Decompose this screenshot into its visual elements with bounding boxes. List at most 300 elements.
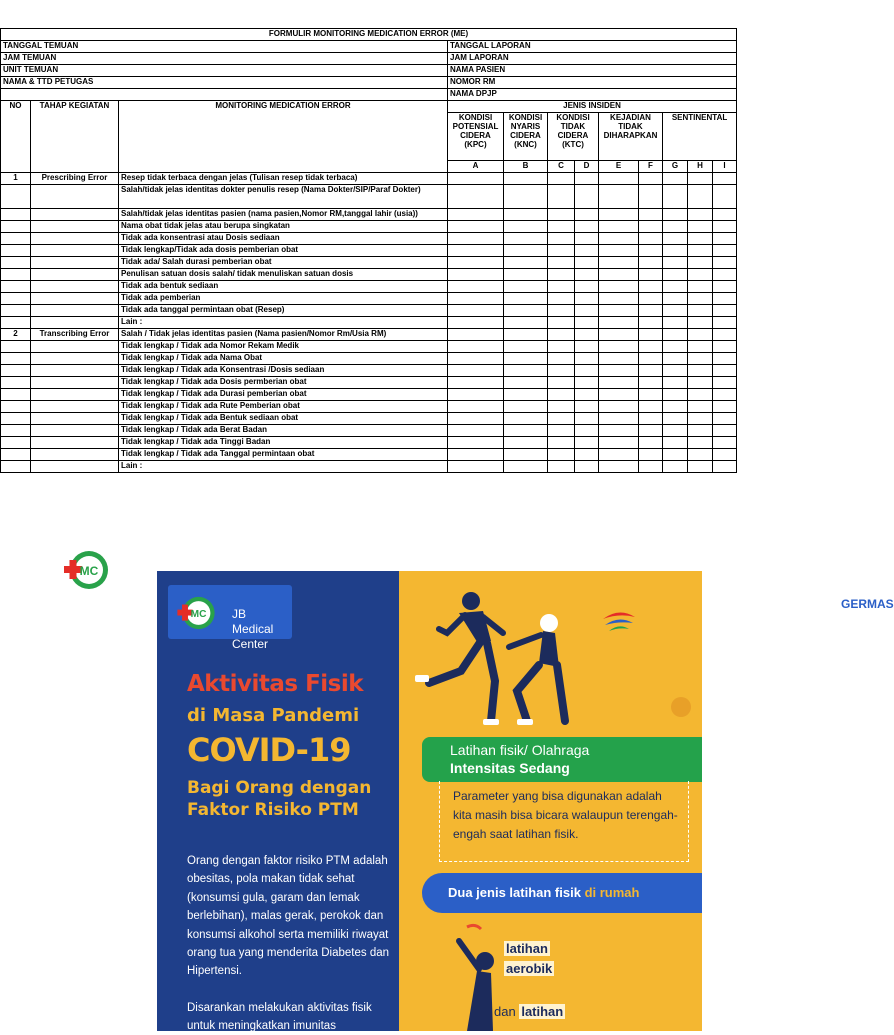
checkbox-cell xyxy=(639,293,663,305)
monitoring-item: Tidak ada/ Salah durasi pemberian obat xyxy=(119,257,448,269)
empty-cell xyxy=(1,233,31,245)
table-row xyxy=(1,449,737,461)
monitoring-item: Lain : xyxy=(119,461,448,473)
table-row xyxy=(1,245,737,257)
germas-label: GERMAS xyxy=(841,597,894,611)
checkbox-cell xyxy=(448,353,504,365)
checkbox-cell xyxy=(713,257,737,269)
aerobic-line-2: aerobik xyxy=(506,961,553,976)
checkbox-cell xyxy=(504,389,548,401)
checkbox-cell xyxy=(688,413,713,425)
left-field-label: TANGGAL TEMUAN xyxy=(1,41,448,53)
checkbox-cell xyxy=(599,305,639,317)
empty-cell xyxy=(1,293,31,305)
header-kpc: KONDISI POTENSIAL CIDERA (KPC) xyxy=(448,113,504,161)
checkbox-cell xyxy=(504,353,548,365)
left-field-label: JAM TEMUAN xyxy=(1,53,448,65)
checkbox-cell xyxy=(688,461,713,473)
checkbox-cell xyxy=(639,209,663,221)
checkbox-cell xyxy=(663,305,688,317)
table-row xyxy=(1,257,737,269)
checkbox-cell xyxy=(448,173,504,185)
checkbox-cell xyxy=(548,281,575,293)
checkbox-cell xyxy=(504,233,548,245)
checkbox-cell xyxy=(713,449,737,461)
right-field-label: NAMA PASIEN xyxy=(448,65,737,77)
checkbox-cell xyxy=(504,293,548,305)
checkbox-cell xyxy=(599,389,639,401)
checkbox-cell xyxy=(639,221,663,233)
checkbox-cell xyxy=(448,329,504,341)
table-row xyxy=(1,305,737,317)
checkbox-cell xyxy=(688,305,713,317)
checkbox-cell xyxy=(504,173,548,185)
checkbox-cell xyxy=(575,281,599,293)
table-row xyxy=(1,413,737,425)
checkbox-cell xyxy=(548,461,575,473)
monitoring-item: Salah/tidak jelas identitas pasien (nama pasien,Nomor RM,tanggal lahir (usia)) xyxy=(119,209,448,221)
poster-title-3: COVID-19 xyxy=(187,731,351,769)
checkbox-cell xyxy=(599,461,639,473)
poster-title-2: di Masa Pandemi xyxy=(187,705,360,726)
checkbox-cell xyxy=(448,461,504,473)
checkbox-cell xyxy=(599,401,639,413)
checkbox-cell xyxy=(688,353,713,365)
checkbox-cell xyxy=(548,449,575,461)
empty-cell xyxy=(1,185,31,209)
checkbox-cell xyxy=(663,413,688,425)
checkbox-cell xyxy=(663,317,688,329)
table-row xyxy=(1,233,737,245)
empty-cell xyxy=(31,377,119,389)
checkbox-cell xyxy=(639,425,663,437)
section-number: 2 xyxy=(1,329,31,341)
empty-cell xyxy=(31,221,119,233)
checkbox-cell xyxy=(575,377,599,389)
checkbox-cell xyxy=(575,317,599,329)
checkbox-cell xyxy=(713,245,737,257)
checkbox-cell xyxy=(688,425,713,437)
column-letter: A xyxy=(448,161,504,173)
right-field-label: TANGGAL LAPORAN xyxy=(448,41,737,53)
poster-body-text-2: Disarankan melakukan aktivitas fisik untuk meningkatkan imunitas xyxy=(187,1002,372,1032)
checkbox-cell xyxy=(713,341,737,353)
poster-title-4: Bagi Orang dengan Faktor Risiko PTM xyxy=(187,778,372,820)
checkbox-cell xyxy=(688,365,713,377)
checkbox-cell xyxy=(448,449,504,461)
checkbox-cell xyxy=(548,257,575,269)
empty-cell xyxy=(1,461,31,473)
checkbox-cell xyxy=(575,185,599,209)
checkbox-cell xyxy=(713,269,737,281)
checkbox-cell xyxy=(548,353,575,365)
checkbox-cell xyxy=(713,293,737,305)
header-sentinel: SENTINENTAL xyxy=(663,113,737,161)
checkbox-cell xyxy=(688,245,713,257)
checkbox-cell xyxy=(688,317,713,329)
column-letter: D xyxy=(575,161,599,173)
checkbox-cell xyxy=(448,437,504,449)
checkbox-cell xyxy=(688,281,713,293)
checkbox-cell xyxy=(548,185,575,209)
checkbox-cell xyxy=(448,269,504,281)
poster-title-1: Aktivitas Fisik xyxy=(187,671,364,697)
table-row xyxy=(1,29,737,41)
empty-cell xyxy=(1,413,31,425)
aerobic-label xyxy=(504,939,554,979)
checkbox-cell xyxy=(575,269,599,281)
checkbox-cell xyxy=(663,377,688,389)
checkbox-cell xyxy=(599,413,639,425)
column-letter: C xyxy=(548,161,575,173)
checkbox-cell xyxy=(713,221,737,233)
checkbox-cell xyxy=(599,353,639,365)
monitoring-item: Lain : xyxy=(119,317,448,329)
checkbox-cell xyxy=(504,461,548,473)
checkbox-cell xyxy=(713,281,737,293)
checkbox-cell xyxy=(575,365,599,377)
monitoring-item: Tidak lengkap / Tidak ada Bentuk sediaan obat xyxy=(119,413,448,425)
left-field-label: NAMA & TTD PETUGAS xyxy=(1,77,448,89)
checkbox-cell xyxy=(688,293,713,305)
checkbox-cell xyxy=(688,401,713,413)
checkbox-cell xyxy=(548,341,575,353)
checkbox-cell xyxy=(575,245,599,257)
monitoring-item: Tidak ada bentuk sediaan xyxy=(119,281,448,293)
jb-medical-logo-icon xyxy=(174,591,218,635)
monitoring-item: Tidak lengkap / Tidak ada Tinggi Badan xyxy=(119,437,448,449)
monitoring-item: Tidak lengkap / Tidak ada Durasi pemberian obat xyxy=(119,389,448,401)
monitoring-item: Tidak lengkap / Tidak ada Tanggal permintaan obat xyxy=(119,449,448,461)
checkbox-cell xyxy=(663,245,688,257)
checkbox-cell xyxy=(504,365,548,377)
empty-cell xyxy=(31,317,119,329)
strength-label: latihan xyxy=(521,1004,564,1019)
checkbox-cell xyxy=(663,329,688,341)
checkbox-cell xyxy=(575,353,599,365)
empty-cell xyxy=(31,341,119,353)
checkbox-cell xyxy=(663,341,688,353)
table-row xyxy=(1,401,737,413)
checkbox-cell xyxy=(504,257,548,269)
table-row xyxy=(1,269,737,281)
checkbox-cell xyxy=(599,329,639,341)
checkbox-cell xyxy=(548,389,575,401)
table-row xyxy=(1,353,737,365)
checkbox-cell xyxy=(663,425,688,437)
monitoring-item: Tidak lengkap / Tidak ada Rute Pemberian obat xyxy=(119,401,448,413)
checkbox-cell xyxy=(448,293,504,305)
monitoring-item: Tidak lengkap / Tidak ada Konsentrasi /Dosis sediaan xyxy=(119,365,448,377)
checkbox-cell xyxy=(663,233,688,245)
table-row xyxy=(1,437,737,449)
monitoring-item: Penulisan satuan dosis salah/ tidak menuliskan satuan dosis xyxy=(119,269,448,281)
aerobic-line-1: latihan xyxy=(506,941,548,956)
table-row xyxy=(1,77,737,89)
monitoring-item: Tidak lengkap / Tidak ada Berat Badan xyxy=(119,425,448,437)
checkbox-cell xyxy=(599,317,639,329)
logo-text: MC xyxy=(190,609,207,621)
checkbox-cell xyxy=(599,281,639,293)
checkbox-cell xyxy=(504,401,548,413)
checkbox-cell xyxy=(599,269,639,281)
monitoring-item: Resep tidak terbaca dengan jelas (Tulisan resep tidak terbaca) xyxy=(119,173,448,185)
checkbox-cell xyxy=(548,293,575,305)
checkbox-cell xyxy=(448,233,504,245)
table-row xyxy=(1,341,737,353)
checkbox-cell xyxy=(599,233,639,245)
checkbox-cell xyxy=(599,293,639,305)
checkbox-cell xyxy=(448,317,504,329)
table-row xyxy=(1,293,737,305)
checkbox-cell xyxy=(713,185,737,209)
header-jenis-insiden: JENIS INSIDEN xyxy=(448,101,737,113)
table-row xyxy=(1,389,737,401)
checkbox-cell xyxy=(448,257,504,269)
empty-cell xyxy=(31,437,119,449)
checkbox-cell xyxy=(575,413,599,425)
checkbox-cell xyxy=(639,305,663,317)
checkbox-cell xyxy=(504,437,548,449)
checkbox-cell xyxy=(448,425,504,437)
checkbox-cell xyxy=(504,185,548,209)
poster-body-text: Orang dengan faktor risiko PTM adalah obesitas, pola makan tidak sehat (konsumsi gula, garam dan lemak berlebihan), malas gerak, perokok dan konsumsi alkohol serta memiliki riwayat orang tua yang menderita Diabetes dan Hipertensi. xyxy=(187,855,390,978)
checkbox-cell xyxy=(504,377,548,389)
checkbox-cell xyxy=(548,173,575,185)
checkbox-cell xyxy=(575,305,599,317)
checkbox-cell xyxy=(663,353,688,365)
green-line-1: Latihan fisik/ Olahraga xyxy=(450,742,590,758)
checkbox-cell xyxy=(688,449,713,461)
checkbox-cell xyxy=(639,269,663,281)
checkbox-cell xyxy=(688,341,713,353)
checkbox-cell xyxy=(599,449,639,461)
empty-cell xyxy=(31,245,119,257)
monitoring-item: Tidak lengkap/Tidak ada dosis pemberian obat xyxy=(119,245,448,257)
section-number: 1 xyxy=(1,173,31,185)
checkbox-cell xyxy=(663,209,688,221)
checkbox-cell xyxy=(688,185,713,209)
and-word: dan xyxy=(494,1004,516,1019)
checkbox-cell xyxy=(713,461,737,473)
checkbox-cell xyxy=(639,365,663,377)
checkbox-cell xyxy=(599,377,639,389)
table-row xyxy=(1,89,737,101)
checkbox-cell xyxy=(548,221,575,233)
table-row xyxy=(1,377,737,389)
checkbox-cell xyxy=(504,245,548,257)
checkbox-cell xyxy=(639,461,663,473)
empty-cell xyxy=(1,365,31,377)
checkbox-cell xyxy=(688,389,713,401)
column-letter: G xyxy=(663,161,688,173)
checkbox-cell xyxy=(548,317,575,329)
checkbox-cell xyxy=(713,365,737,377)
table-row xyxy=(1,101,737,113)
checkbox-cell xyxy=(663,257,688,269)
checkbox-cell xyxy=(448,209,504,221)
checkbox-cell xyxy=(448,413,504,425)
empty-cell xyxy=(31,353,119,365)
empty-cell xyxy=(1,257,31,269)
checkbox-cell xyxy=(575,293,599,305)
monitoring-item: Nama obat tidak jelas atau berupa singkatan xyxy=(119,221,448,233)
empty-cell xyxy=(1,401,31,413)
column-letter: F xyxy=(639,161,663,173)
checkbox-cell xyxy=(575,437,599,449)
checkbox-cell xyxy=(639,341,663,353)
checkbox-cell xyxy=(639,413,663,425)
checkbox-cell xyxy=(599,185,639,209)
checkbox-cell xyxy=(575,209,599,221)
table-row xyxy=(1,317,737,329)
checkbox-cell xyxy=(504,317,548,329)
table-row xyxy=(1,461,737,473)
blue-banner-text xyxy=(448,885,639,900)
parameter-text: Parameter yang bisa digunakan adalah kita masih bisa bicara walaupun terengah-engah saat latihan fisik. xyxy=(453,789,678,841)
checkbox-cell xyxy=(548,377,575,389)
empty-cell xyxy=(31,413,119,425)
column-letter: B xyxy=(504,161,548,173)
logo-text: MC xyxy=(79,564,99,578)
checkbox-cell xyxy=(504,269,548,281)
monitoring-item: Tidak ada tanggal permintaan obat (Resep) xyxy=(119,305,448,317)
checkbox-cell xyxy=(688,437,713,449)
checkbox-cell xyxy=(688,233,713,245)
checkbox-cell xyxy=(688,209,713,221)
right-field-label: NOMOR RM xyxy=(448,77,737,89)
monitoring-item: Tidak lengkap / Tidak ada Nama Obat xyxy=(119,353,448,365)
checkbox-cell xyxy=(448,401,504,413)
left-field-empty xyxy=(1,89,448,101)
section-stage: Prescribing Error xyxy=(31,173,119,185)
checkbox-cell xyxy=(639,281,663,293)
empty-cell xyxy=(31,281,119,293)
checkbox-cell xyxy=(575,257,599,269)
checkbox-cell xyxy=(713,353,737,365)
checkbox-cell xyxy=(639,173,663,185)
checkbox-cell xyxy=(504,425,548,437)
checkbox-cell xyxy=(663,461,688,473)
checkbox-cell xyxy=(504,209,548,221)
checkbox-cell xyxy=(548,305,575,317)
monitoring-item: Salah/tidak jelas identitas dokter penulis resep (Nama Dokter/SIP/Paraf Dokter) xyxy=(119,185,448,209)
table-row xyxy=(1,221,737,233)
checkbox-cell xyxy=(548,245,575,257)
checkbox-cell xyxy=(663,221,688,233)
checkbox-cell xyxy=(639,317,663,329)
empty-cell xyxy=(1,377,31,389)
clinic-name: JB Medical Center xyxy=(232,607,274,651)
checkbox-cell xyxy=(448,305,504,317)
checkbox-cell xyxy=(548,413,575,425)
table-row xyxy=(1,65,737,77)
empty-cell xyxy=(31,449,119,461)
checkbox-cell xyxy=(448,221,504,233)
empty-cell xyxy=(1,353,31,365)
empty-cell xyxy=(1,245,31,257)
column-letter: I xyxy=(713,161,737,173)
checkbox-cell xyxy=(575,425,599,437)
checkbox-cell xyxy=(504,341,548,353)
checkbox-cell xyxy=(663,281,688,293)
monitoring-item: Tidak ada pemberian xyxy=(119,293,448,305)
checkbox-cell xyxy=(713,329,737,341)
checkbox-cell xyxy=(599,257,639,269)
checkbox-cell xyxy=(548,365,575,377)
checkbox-cell xyxy=(663,449,688,461)
empty-cell xyxy=(31,257,119,269)
checkbox-cell xyxy=(548,401,575,413)
covid-activity-poster xyxy=(157,571,894,1032)
checkbox-cell xyxy=(448,365,504,377)
medication-error-form xyxy=(0,28,737,473)
empty-cell xyxy=(1,425,31,437)
checkbox-cell xyxy=(639,389,663,401)
checkbox-cell xyxy=(599,425,639,437)
checkbox-cell xyxy=(713,413,737,425)
checkbox-cell xyxy=(713,233,737,245)
poster-left-panel xyxy=(157,571,399,1031)
table-row xyxy=(1,173,737,185)
checkbox-cell xyxy=(504,413,548,425)
checkbox-cell xyxy=(504,305,548,317)
checkbox-cell xyxy=(504,449,548,461)
checkbox-cell xyxy=(448,389,504,401)
header-knc: KONDISI NYARIS CIDERA (KNC) xyxy=(504,113,548,161)
header-ktc: KONDISI TIDAK CIDERA (KTC) xyxy=(548,113,599,161)
column-letter: H xyxy=(688,161,713,173)
checkbox-cell xyxy=(504,221,548,233)
empty-cell xyxy=(31,365,119,377)
checkbox-cell xyxy=(548,269,575,281)
green-banner-text xyxy=(450,741,589,777)
checkbox-cell xyxy=(599,437,639,449)
right-field-label: NAMA DPJP xyxy=(448,89,737,101)
checkbox-cell xyxy=(663,173,688,185)
header-ktd: KEJADIAN TIDAK DIHARAPKAN xyxy=(599,113,663,161)
checkbox-cell xyxy=(663,437,688,449)
checkbox-cell xyxy=(504,281,548,293)
empty-cell xyxy=(31,401,119,413)
checkbox-cell xyxy=(688,377,713,389)
empty-cell xyxy=(1,341,31,353)
checkbox-cell xyxy=(548,329,575,341)
checkbox-cell xyxy=(663,389,688,401)
empty-cell xyxy=(1,305,31,317)
column-letter: E xyxy=(599,161,639,173)
section-stage: Transcribing Error xyxy=(31,329,119,341)
empty-cell xyxy=(1,449,31,461)
checkbox-cell xyxy=(713,389,737,401)
checkbox-cell xyxy=(688,173,713,185)
checkbox-cell xyxy=(575,233,599,245)
checkbox-cell xyxy=(713,305,737,317)
checkbox-cell xyxy=(713,437,737,449)
checkbox-cell xyxy=(713,401,737,413)
empty-cell xyxy=(1,317,31,329)
jb-medical-logo-icon xyxy=(62,544,110,596)
checkbox-cell xyxy=(688,269,713,281)
checkbox-cell xyxy=(575,341,599,353)
empty-cell xyxy=(31,269,119,281)
empty-cell xyxy=(1,437,31,449)
checkbox-cell xyxy=(448,341,504,353)
checkbox-cell xyxy=(663,365,688,377)
checkbox-cell xyxy=(713,377,737,389)
checkbox-cell xyxy=(548,209,575,221)
checkbox-cell xyxy=(663,269,688,281)
